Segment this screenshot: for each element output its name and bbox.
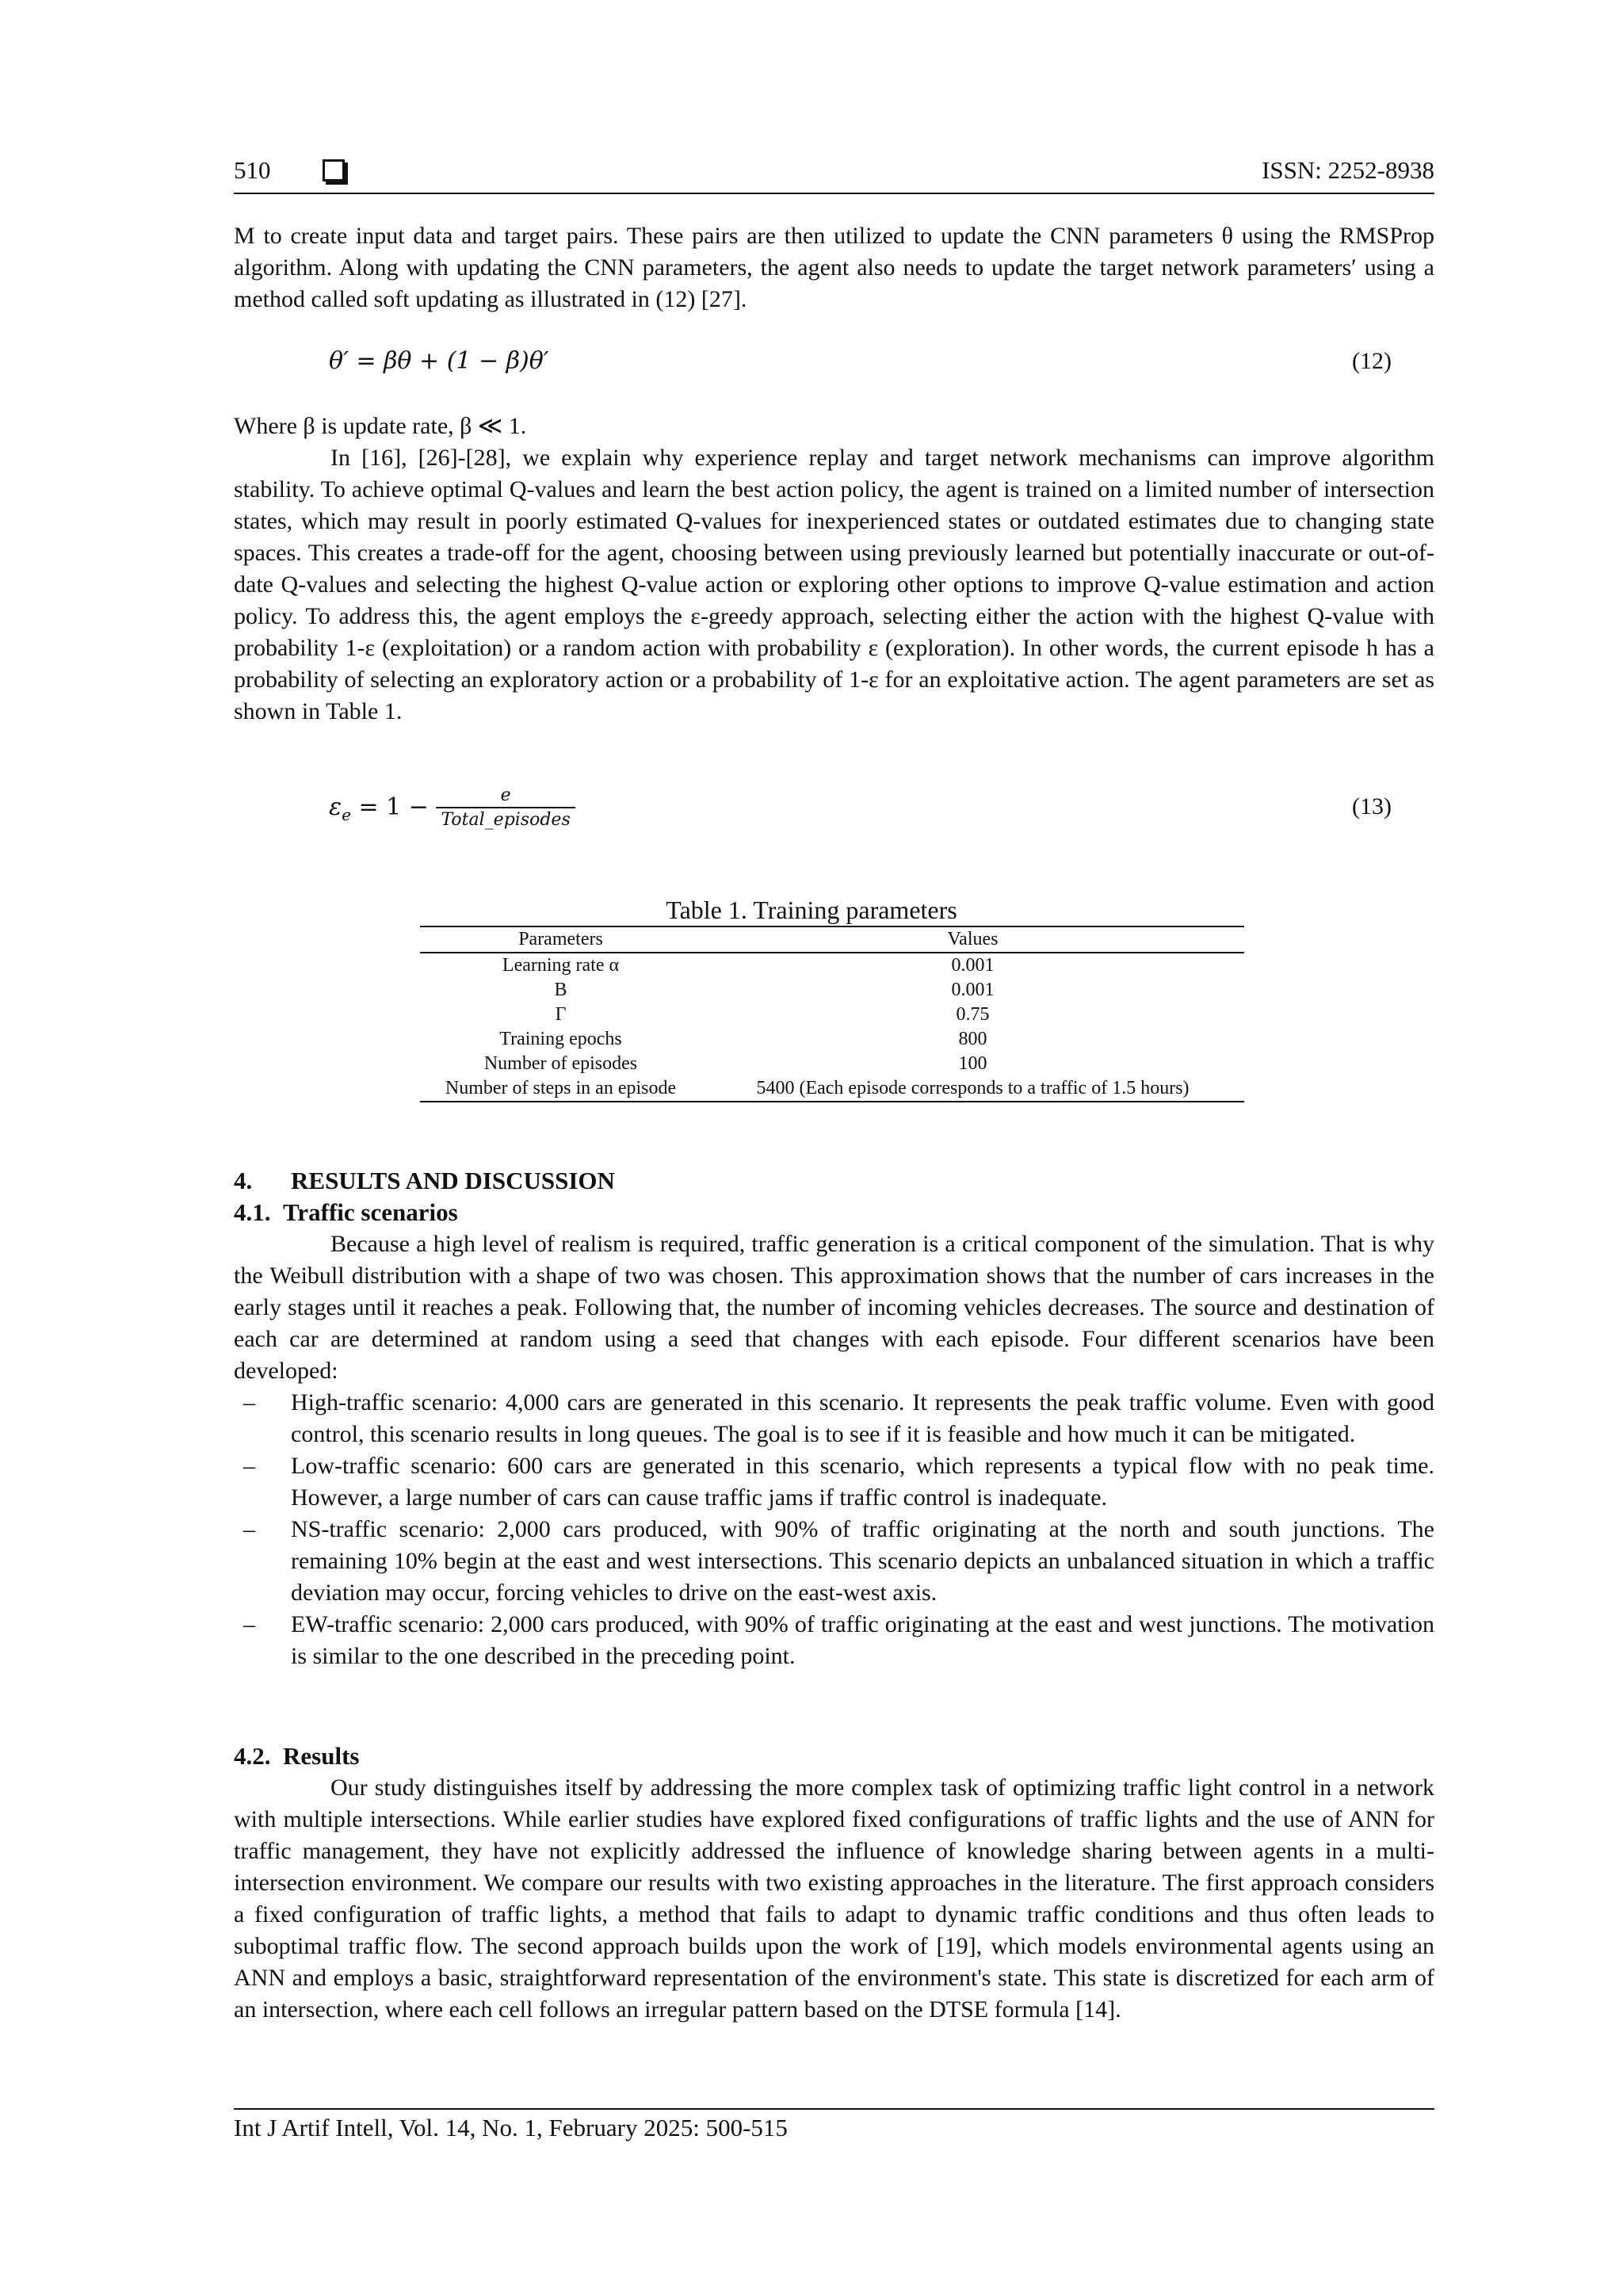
list-item-text: NS-traffic scenario: 2,000 cars produced, with 90% of traffic originating at the north and south junctions. The remaining 10% begin at the east and west intersections. This scenario depicts an unbalanced situation in which a traffic deviation may occur, forcing vehicles to drive on the east-west axis. [291,1516,1434,1606]
table-cell: 5400 (Each episode corresponds to a traffic of 1.5 hours) [756,1078,1190,1098]
issn: ISSN: 2252-8938 [1262,156,1434,184]
table-cell: 100 [958,1053,987,1074]
list-item [234,1609,1434,1672]
table-header-parameters: Parameters [420,926,701,953]
list-item-text: EW-traffic scenario: 2,000 cars produced, with 90% of traffic originating at the east and west junctions. The motivation is similar to the one described in the preceding point. [291,1611,1434,1669]
table-row [420,1027,1244,1052]
table-cell: Number of steps in an episode [445,1078,677,1098]
page-number: 510 [234,156,271,184]
list-item-text: Low-traffic scenario: 600 cars are generated in this scenario, which represents a typical flow with no peak time. However, a large number of cars can cause traffic jams if traffic control is inadequate. [291,1453,1434,1511]
table-row [420,953,1244,978]
table-row [420,978,1244,1003]
intro-paragraph: M to create input data and target pairs. These pairs are then utilized to update the CNN parameters θ using the RMSProp algorithm. Along with updating the CNN parameters, the agent also needs to update the target network parameters′ using a method called soft updating as illustrated in (12) [27]. [234,223,1434,312]
section-heading-4-2 [234,1740,359,1772]
list-item [234,1387,1434,1450]
list-item [234,1450,1434,1514]
section-title: Results [283,1742,360,1770]
table-cell: Number of episodes [483,1053,638,1074]
section-heading-4-1 [234,1197,458,1228]
table-row [420,1076,1244,1102]
results-paragraph: Our study distinguishes itself by addressing the more complex task of optimizing traffic light control in a network with multiple intersections. While earlier studies have explored fixed configurations of traffic lights and the use of ANN for traffic management, they have not explicitly addressed the influence of knowledge sharing between agents in a multi-intersection environment. We compare our results with two existing approaches in the literature. The first approach considers a fixed configuration of traffic lights, a method that fails to adapt to dynamic traffic conditions and thus often leads to suboptimal traffic flow. The second approach builds upon the work of [19], which models environmental agents using an ANN and employs a basic, straightforward representation of the environment's state. This state is discretized for each arm of an intersection, where each cell follows an irregular pattern based on the DTSE formula [14]. [234,1775,1434,2023]
square-bullet-icon [323,159,345,181]
table-cell: 0.001 [951,980,995,1000]
section-number: 4.2. [234,1742,271,1770]
table-row [420,1003,1244,1027]
equation-13-number: (13) [1352,793,1392,819]
table-header-values: Values [701,926,1244,953]
stability-paragraph: In [16], [26]-[28], we explain why experience replay and target network mechanisms can improve algorithm stability. To achieve optimal Q-values and learn the best action policy, the agent is trained on a limited number of intersection states, which may result in poorly estimated Q-values for inexperienced states or outdated estimates due to changing state spaces. This creates a trade-off for the agent, choosing between using previously learned but potentially inaccurate or out-of-date Q-values and selecting the highest Q-value action or exploring other options to improve Q-value estimation and action policy. To address this, the agent employs the ε-greedy approach, selecting either the action with the highest Q-value with probability 1-ε (exploitation) or a random action with probability ε (exploration). In other words, the current episode h has a probability of selecting an exploratory action or a probability of 1-ε for an exploitative action. The agent parameters are set as shown in Table 1. [234,445,1434,724]
eq13-mid: = 1 − [350,793,429,821]
table-cell: 0.75 [956,1004,990,1025]
section-heading-4 [234,1165,615,1197]
equation-13 [329,785,575,832]
section-title: RESULTS AND DISCUSSION [291,1167,615,1194]
eq13-lhs: ε [329,793,342,821]
table-cell: Γ [555,1004,567,1025]
equation-12-number: (12) [1352,348,1392,374]
dash-bullet: – [243,1453,255,1479]
table-cell: Training epochs [499,1029,622,1049]
eq13-fraction [436,785,575,832]
footer-rule [234,2108,1434,2110]
equation-12: θ′ = βθ + (1 − β)θ′ [329,347,549,375]
page-footer: Int J Artif Intell, Vol. 14, No. 1, February 2025: 500-515 [234,2114,788,2141]
table-cell: Learning rate α [502,955,620,976]
section-number: 4.1. [234,1198,271,1226]
eq13-denominator: Total_episodes [436,807,575,832]
header-rule [234,193,1434,194]
dash-bullet: – [243,1516,255,1542]
training-parameters-table [420,926,1244,1102]
table-cell: 0.001 [951,955,995,976]
dash-bullet: – [243,1611,255,1637]
table-caption: Table 1. Training parameters [666,896,957,924]
list-item-text: High-traffic scenario: 4,000 cars are generated in this scenario. It represents the peak traffic volume. Even with good control, this scenario results in long queues. The goal is to see if it is feasible and how much it can be mitigated. [291,1389,1434,1447]
table-cell: 800 [958,1029,987,1049]
traffic-scenarios-paragraph: Because a high level of realism is required, traffic generation is a critical component of the simulation. That is why the Weibull distribution with a shape of two was chosen. This approximation shows that the number of cars increases in the early stages until it reaches a peak. Following that, the number of incoming vehicles decreases. The source and destination of each car are determined at random using a seed that changes with each episode. Four different scenarios have been developed: [234,1231,1434,1384]
page-header [234,155,1434,193]
list-item [234,1514,1434,1609]
dash-bullet: – [243,1389,255,1415]
section-title: Traffic scenarios [283,1198,458,1226]
eq13-lhs-sub: e [342,805,351,824]
eq13-numerator: e [500,785,511,805]
table-row [420,1052,1244,1076]
section-number: 4. [234,1167,253,1194]
where-line: Where β is update rate, β ≪ 1. [234,413,527,439]
scenario-list [234,1387,1434,1672]
table-cell: Β [554,980,567,1000]
table-header-row [420,926,1244,953]
